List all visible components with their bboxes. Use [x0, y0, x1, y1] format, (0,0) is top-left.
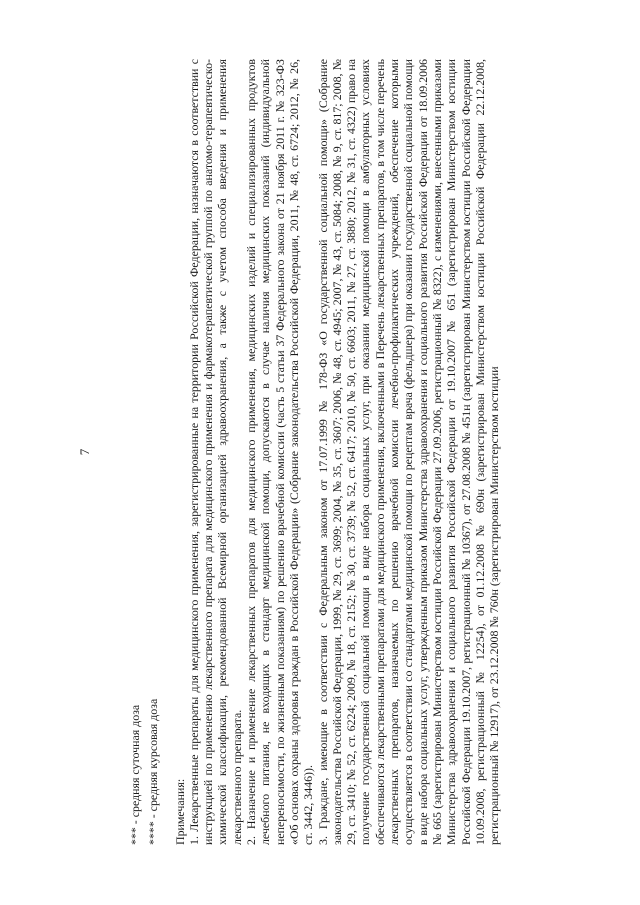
footnote-course-dose: **** - средняя курсовая доза: [146, 698, 161, 845]
note-paragraph-1: 1. Лекарственные препараты для медицинского применения, зарегистрированные на территории Российской Федерации, назначаются в соответствии с инструкцией по применению лекарственного препарата для медицинского применения и фармакотерапевтической группой по анатомо-терапевтическо-химической классификации, рекомендованной Всемирной организацией здравоохранения, а также с учетом способа введения и применения лекарственного препарата.: [186, 59, 244, 845]
note-paragraph-2: 2. Назначение и применение лекарственных препаратов для медицинского применения, медицинских изделий и специализированных продуктов лечебного питания, не входящих в стандарт медицинской помощи, допускаются в случае наличия медицинских показаний (индивидуальной непереносимости, по жизненным показаниям) по решению врачебной комиссии (часть 5 статьи 37 Федерального закона от 21 ноября 2011 г. № 323-ФЗ «Об основах охраны здоровья граждан в Российской Федерации» (Собрание законодательства Российской Федерации, 2011, № 48, ст. 6724; 2012, № 26, ст. 3442, 3446)).: [244, 59, 316, 845]
footnote-daily-dose: *** - средняя суточная доза: [128, 704, 142, 845]
document-body: [128, 59, 501, 845]
page-number: 7: [77, 448, 92, 456]
rotated-document-page: [70, 37, 570, 867]
note-paragraph-3: 3. Граждане, имеющие в соответствии с Федеральным законом от 17.07.1999 № 178-ФЗ «О государственной социальной помощи» (Собрание законодательства Российской Федерации, 1999, № 29, ст. 3699; 2004, № 35, ст. 3607; 2006, № 48, ст. 4945; 2007, № 43, ст. 5084; 2008, № 9, ст. 817; 2008, № 29, ст. 3410; № 52, ст. 6224; 2009, № 18, ст. 2152; № 30, ст. 3739; № 52, ст. 6417; 2010, № 50, ст. 6603; 2011, № 27, ст. 3880; 2012, № 31, ст. 4322) право на получение государственной социальной помощи в виде набора социальных услуг, при оказании медицинской помощи в амбулаторных условиях обеспечиваются лекарственными препаратами для медицинского применения, включенными в Перечень лекарственных препаратов, в том числе перечень лекарственных препаратов, назначаемых по решению врачебной комиссии лечебно-профилактических учреждений, обеспечение которыми осуществляется в соответствии со стандартами медицинской помощи по рецептам врача (фельдшера) при оказании государственной социальной помощи в виде набора социальных услуг, утвержденным приказом Министерства здравоохранения и социального развития Российской Федерации от 18.09.2006 № 665 (зарегистрирован Министерством юстиции Российской Федерации 27.09.2006, регистрационный № 8322), с изменениями, внесенными приказами Министерства здравоохранения и социального развития Российской Федерации от 19.10.2007 № 651 (зарегистрирован Министерством юстиции Российской Федерации 19.10.2007, регистрационный № 10367), от 27.08.2008 № 451н (зарегистрирован Министерством юстиции Российской Федерации 10.09.2008, регистрационный № 12254), от 01.12.2008 № 690н (зарегистрирован Министерством юстиции Российской Федерации 22.12.2008, регистрационный № 12917), от 23.12.2008 № 760н (зарегистрирован Министерством юстиции: [315, 59, 502, 845]
notes-title: Примечания:: [172, 778, 187, 845]
